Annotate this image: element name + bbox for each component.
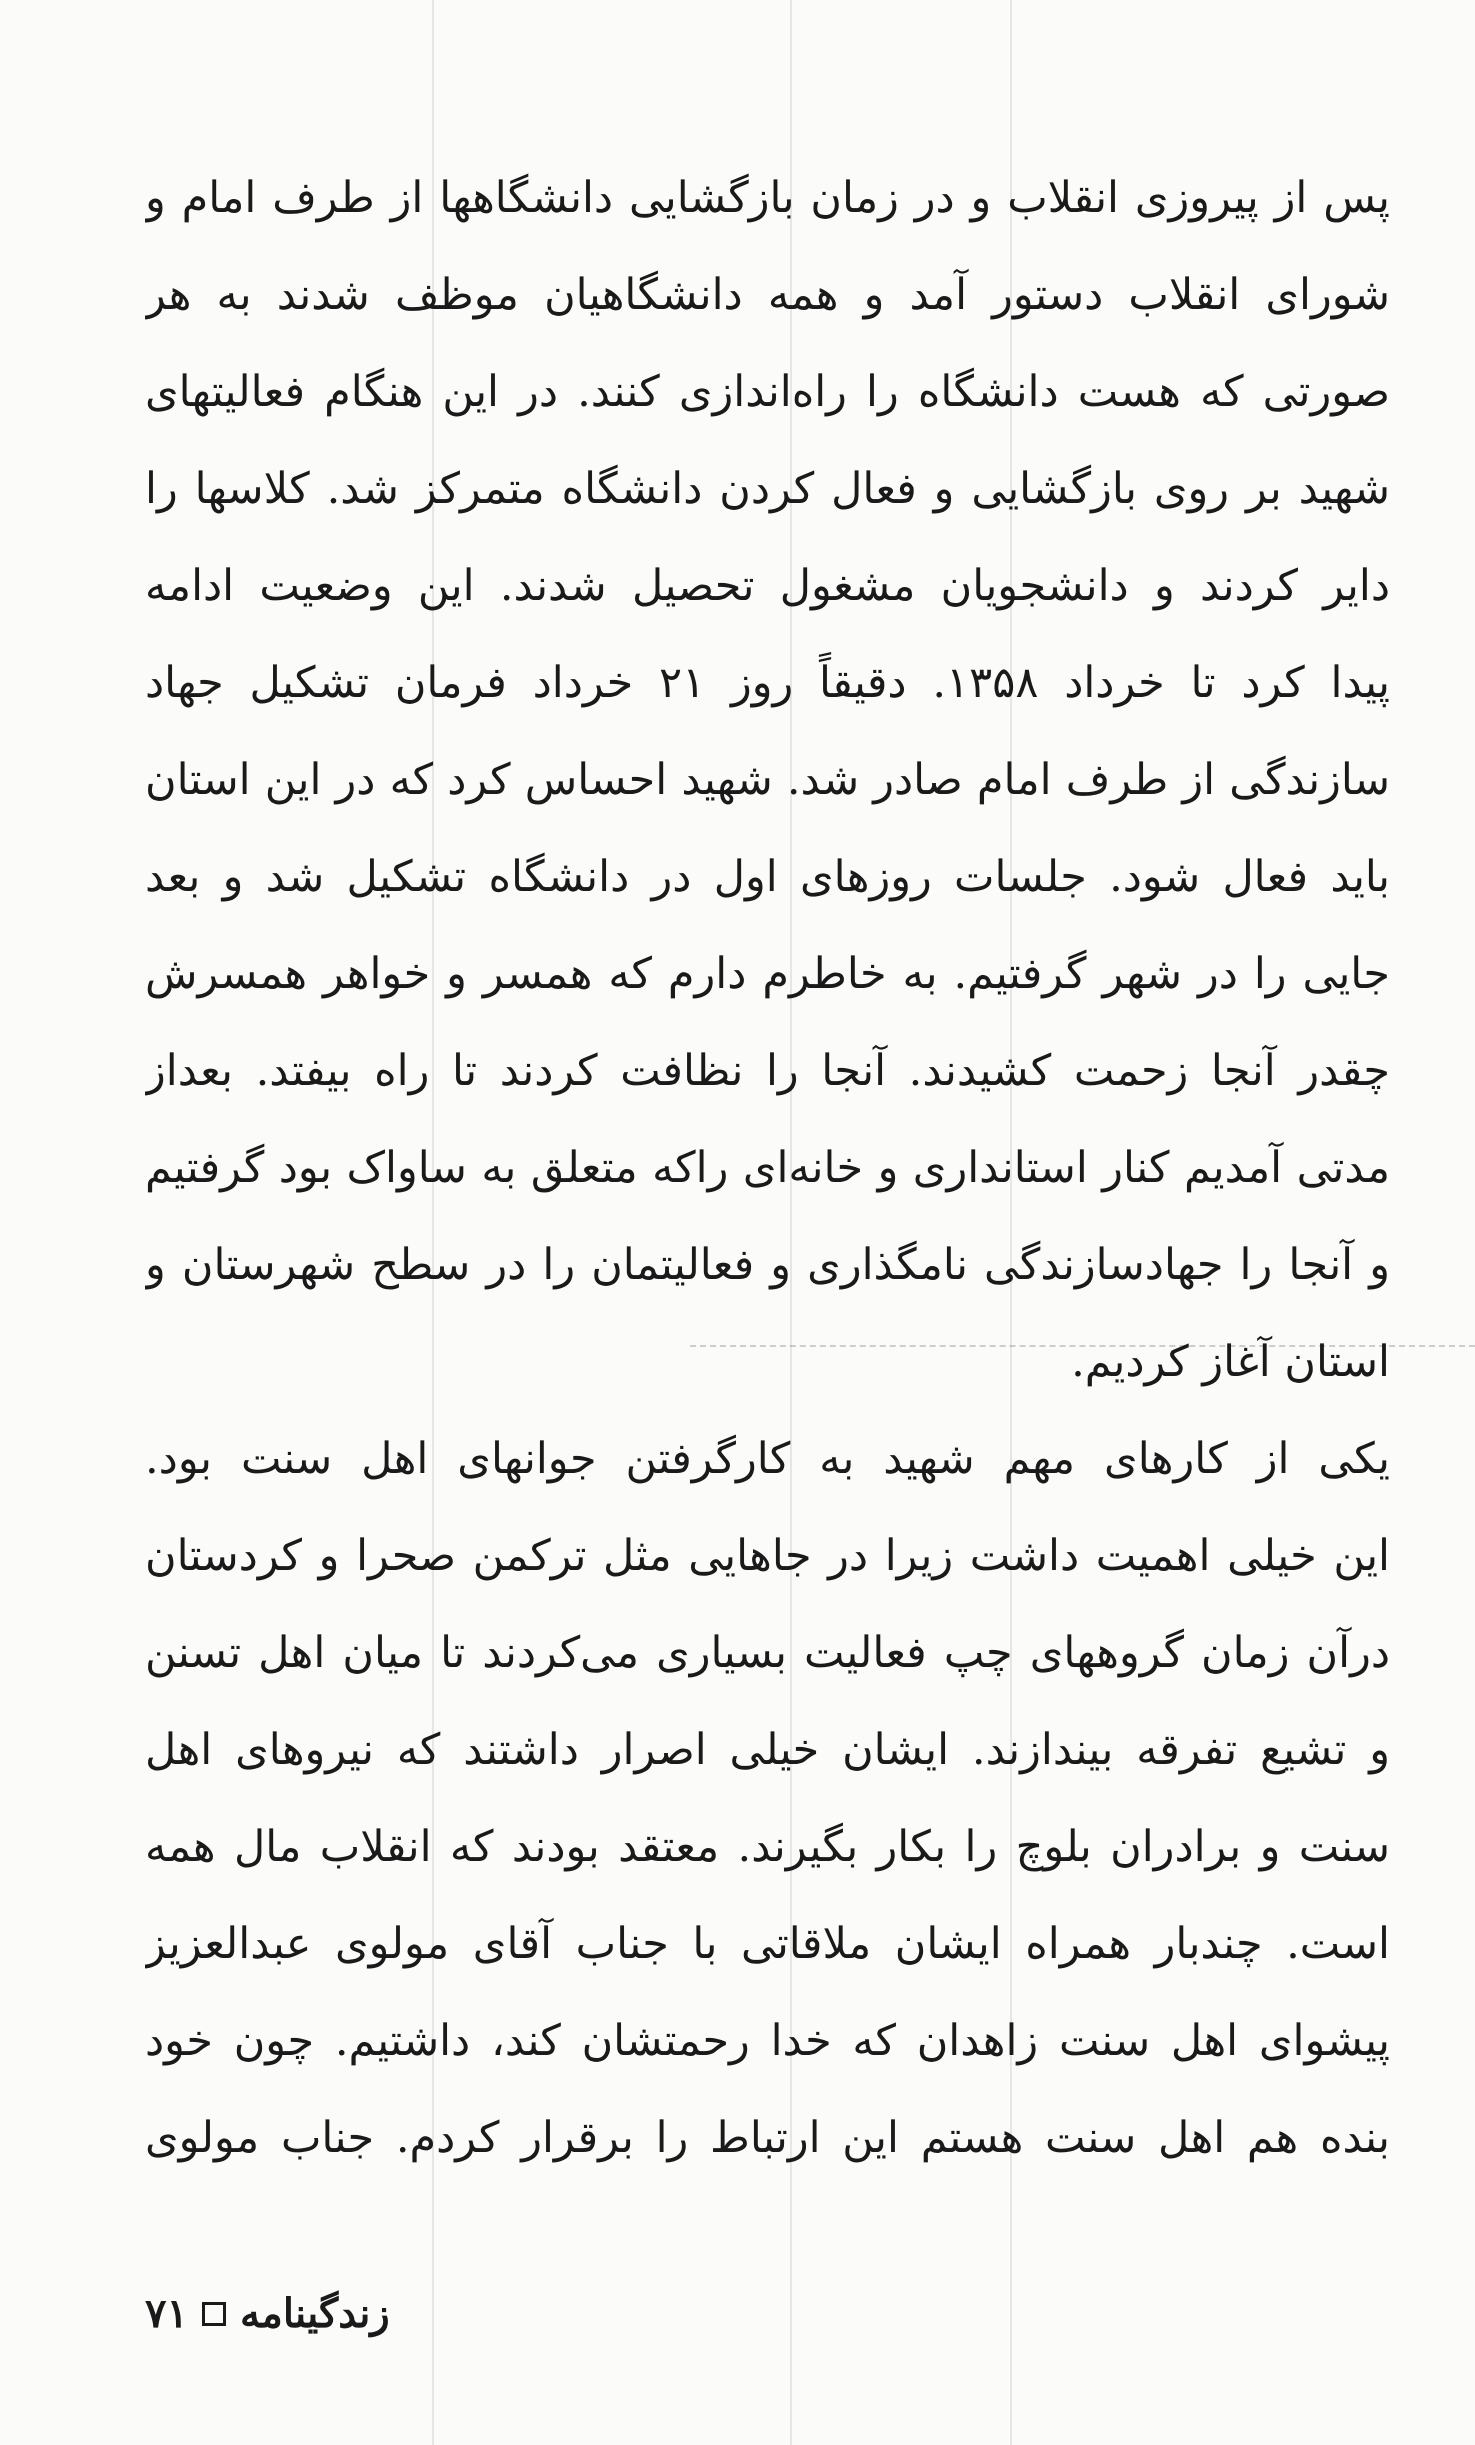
text-line: مدتی آمدیم کنار استانداری و خانه‌ای راکه متعلق به ساواک بود گرفتیم: [145, 1143, 1390, 1193]
text-line: پیشوای اهل سنت زاهدان که خدا رحمتشان کند، داشتیم. چون خود: [145, 2016, 1390, 2066]
text-line: پس از پیروزی انقلاب و در زمان بازگشایی دانشگاهها از طرف امام و: [145, 173, 1390, 223]
footer-title: زندگینامه: [239, 2290, 390, 2337]
text-line: درآن زمان گروههای چپ فعالیت بسیاری می‌کردند تا میان اهل تسنن: [145, 1628, 1390, 1678]
text-line: سازندگی از طرف امام صادر شد. شهید احساس کرد که در این استان: [145, 755, 1390, 805]
text-line: این خیلی اهمیت داشت زیرا در جاهایی مثل ترکمن صحرا و کردستان: [145, 1531, 1390, 1581]
square-ornament-icon: [202, 2302, 226, 2326]
text-line: دایر کردند و دانشجویان مشغول تحصیل شدند. این وضعیت ادامه: [145, 561, 1390, 611]
text-line: جایی را در شهر گرفتیم. به خاطرم دارم که همسر و خواهر همسرش: [145, 949, 1390, 999]
text-line: باید فعال شود. جلسات روزهای اول در دانشگاه تشکیل شد و بعد: [145, 852, 1390, 902]
text-line: شهید بر روی بازگشایی و فعال کردن دانشگاه متمرکز شد. کلاسها را: [145, 464, 1390, 514]
paragraph-1: [145, 150, 1390, 1411]
text-line: است. چندبار همراه ایشان ملاقاتی با جناب آقای مولوی عبدالعزیز: [145, 1919, 1390, 1969]
text-line: صورتی که هست دانشگاه را راه‌اندازی کنند. در این هنگام فعالیتهای: [145, 367, 1390, 417]
page-number: ۷۱: [145, 2290, 188, 2337]
text-line: پیدا کرد تا خرداد ۱۳۵۸. دقیقاً روز ۲۱ خرداد فرمان تشکیل جهاد: [145, 658, 1390, 708]
page-footer: [145, 2290, 390, 2337]
body-text: [145, 150, 1390, 2187]
text-line: سنت و برادران بلوچ را بکار بگیرند. معتقد بودند که انقلاب مال همه: [145, 1822, 1390, 1872]
text-line: و تشیع تفرقه بیندازند. ایشان خیلی اصرار داشتند که نیروهای اهل: [145, 1725, 1390, 1775]
text-line: یکی از کارهای مهم شهید به کارگرفتن جوانهای اهل سنت بود.: [145, 1434, 1390, 1484]
text-line: استان آغاز کردیم.: [1071, 1337, 1390, 1387]
text-line: چقدر آنجا زحمت کشیدند. آنجا را نظافت کردند تا راه بیفتد. بعداز: [145, 1046, 1390, 1096]
paragraph-2: [145, 1411, 1390, 2187]
text-line: و آنجا را جهادسازندگی نامگذاری و فعالیتمان را در سطح شهرستان و: [145, 1240, 1390, 1290]
text-line: بنده هم اهل سنت هستم این ارتباط را برقرار کردم. جناب مولوی: [145, 2113, 1390, 2163]
text-line: شورای انقلاب دستور آمد و همه دانشگاهیان موظف شدند به هر: [145, 270, 1390, 320]
